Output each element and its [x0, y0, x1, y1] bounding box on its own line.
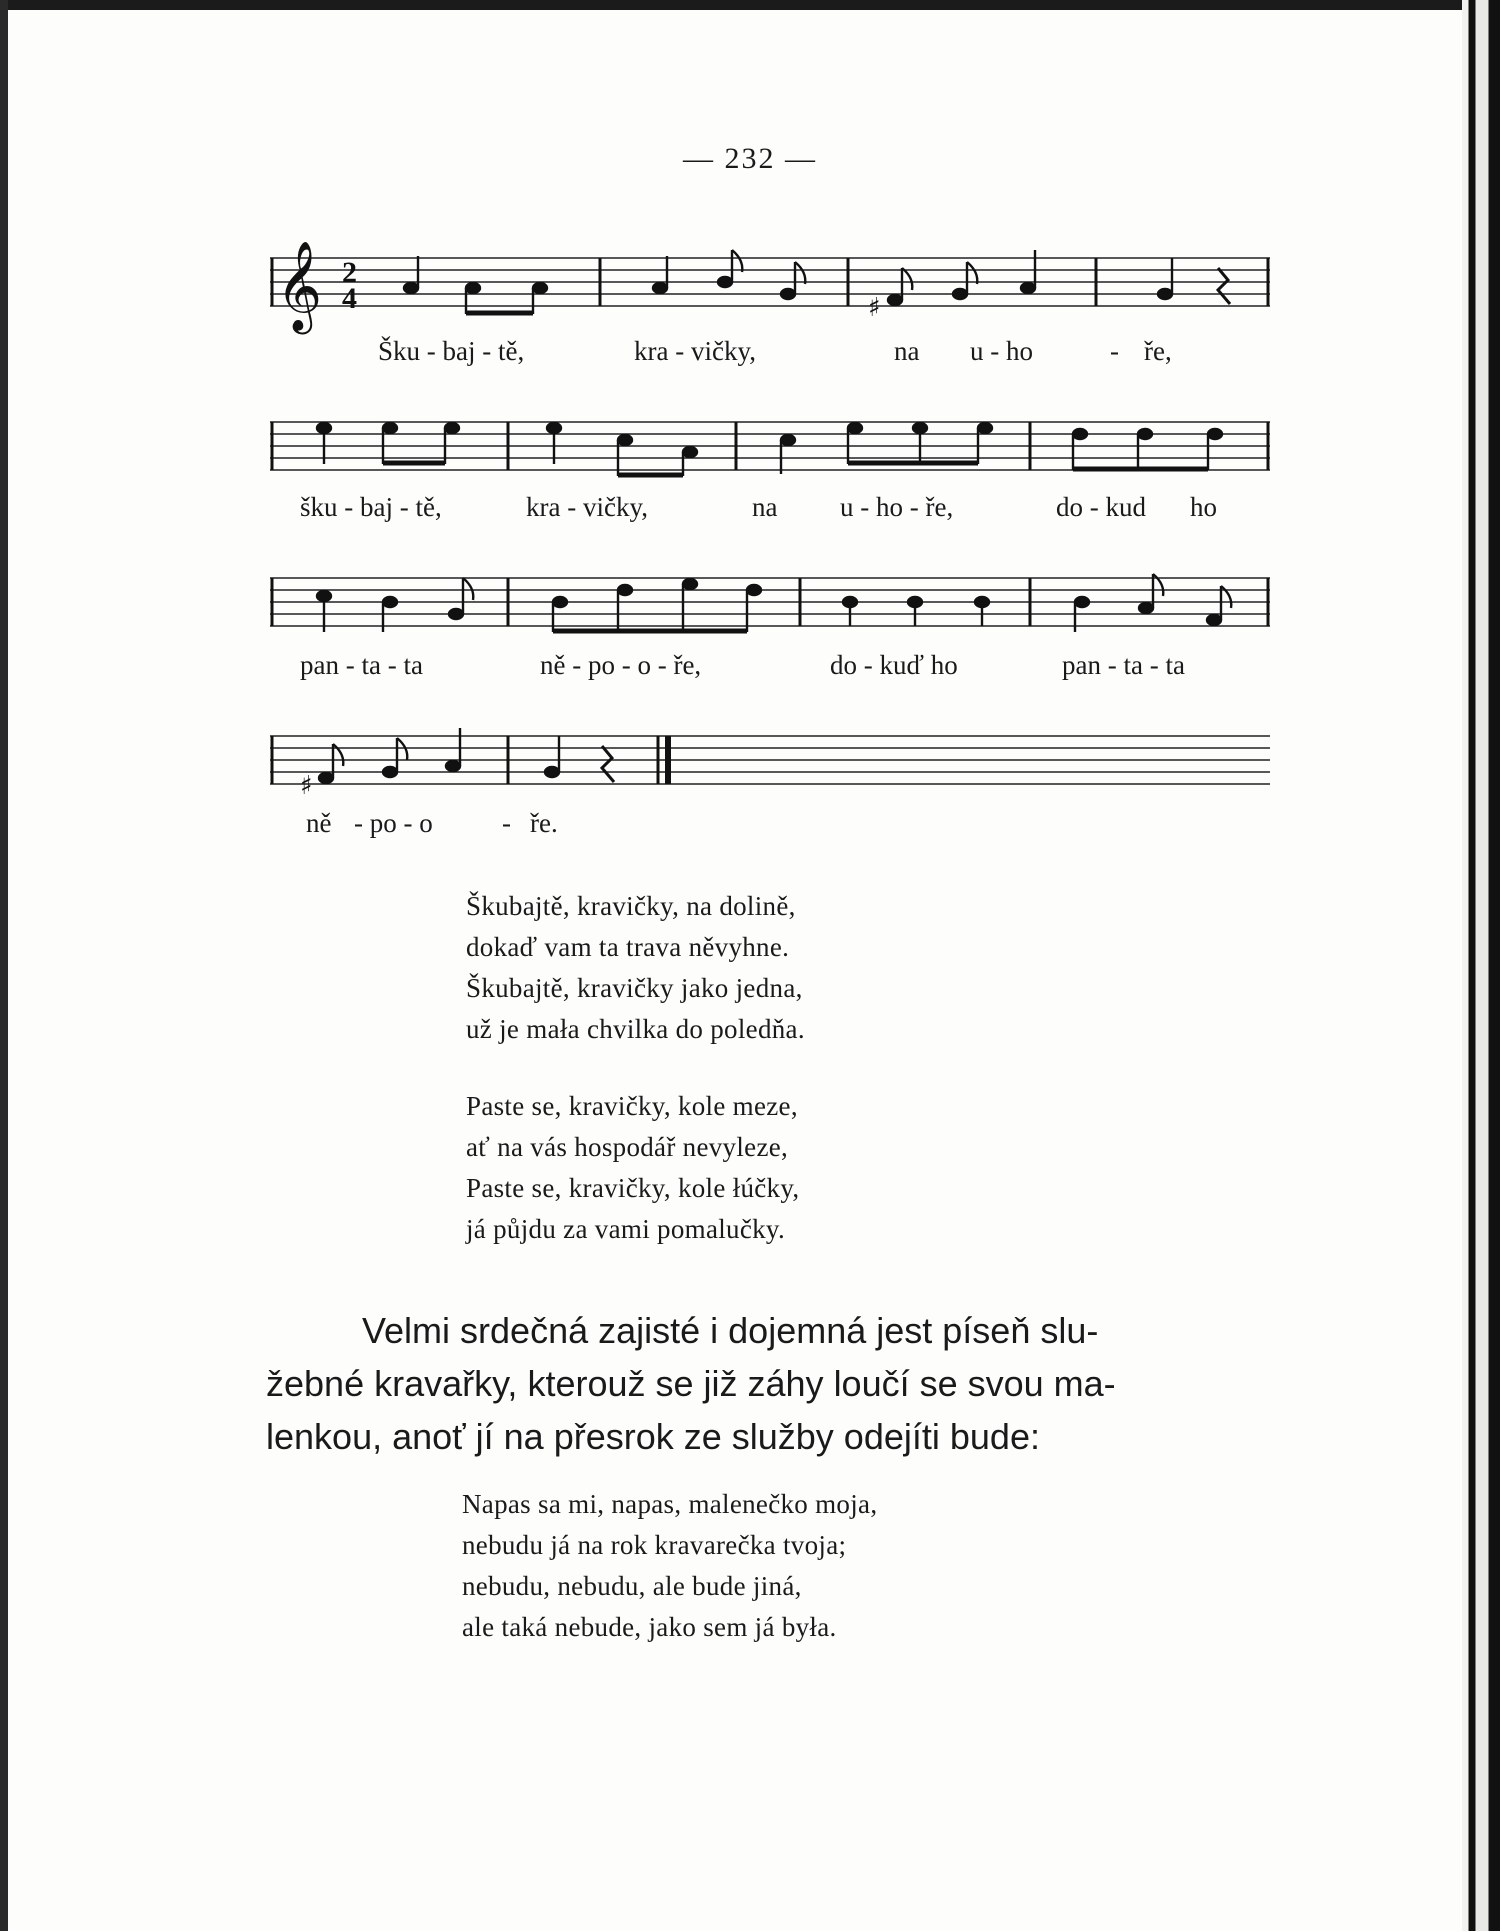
music-staff-system-1 [270, 241, 1270, 331]
stanza-3 [462, 1484, 877, 1648]
stanza-1 [466, 886, 805, 1050]
lyric-4-4: ře. [530, 808, 558, 838]
prose-line: žebné kravařky, kterouž se již záhy loučí se svou ma- [266, 1363, 1116, 1404]
lyric-1-1: Šku - baj - tě, [378, 336, 525, 366]
staff-lines [270, 258, 1270, 306]
time-signature [342, 256, 357, 315]
page-edge-top [0, 0, 1500, 10]
music-staff-3-svg [270, 570, 1270, 634]
lyric-2-2: kra - vičky, [526, 492, 648, 522]
prose-line: Velmi srdečná zajisté i dojemná jest píseň slu- [362, 1310, 1099, 1351]
lyric-2-4: u - ho - ře, [840, 492, 954, 522]
stanza-line: ať na vás hospodář nevyleze, [466, 1132, 789, 1162]
music-staff-4-svg [270, 728, 1270, 801]
lyric-3-2: ně - po - o - ře, [540, 650, 702, 680]
music-staff-system-3 [270, 570, 1270, 634]
stanza-line: já půjdu za vami pomalučky. [466, 1214, 786, 1244]
prose-line: lenkou, anoť jí na přesrok ze služby odejíti bude: [266, 1416, 1040, 1457]
stanza-2 [466, 1086, 799, 1250]
page-number: — 232 — [683, 142, 817, 175]
staff-lines [270, 578, 1270, 626]
treble-clef-icon [276, 241, 322, 335]
time-signature-top: 2 [342, 256, 357, 289]
notes [317, 423, 1222, 476]
lyric-2-1: šku - baj - tě, [300, 492, 442, 522]
music-staff-2-svg [270, 414, 1270, 478]
lyric-4-2: - po - o [354, 808, 433, 838]
time-signature-bottom: 4 [342, 282, 357, 315]
lyric-1-2: kra - vičky, [634, 336, 756, 366]
stanza-line: nebudu já na rok kravarečka tvoja; [462, 1530, 847, 1560]
svg-text:♯: ♯ [868, 293, 881, 323]
svg-text:♯: ♯ [300, 771, 313, 801]
lyric-1-5: - [1110, 336, 1119, 366]
stanza-line: už je mała chvilka do poledňa. [466, 1014, 805, 1044]
stanza-line: Škubajtě, kravičky, na dolině, [466, 891, 796, 921]
stanza-line: Napas sa mi, napas, malenečko moja, [462, 1489, 878, 1519]
notes [300, 728, 614, 801]
stanza-line: Škubajtě, kravičky jako jedna, [466, 973, 803, 1003]
staff-lines [270, 736, 1270, 784]
svg-text:𝄞: 𝄞 [276, 241, 323, 331]
notes [317, 574, 1231, 632]
music-staff-system-4 [270, 728, 1270, 801]
page-edge-left [0, 0, 8, 1931]
stanza-line: dokaď vam ta trava něvyhne. [466, 932, 790, 962]
stanza-line: nebudu, nebudu, ale bude jiná, [462, 1571, 802, 1601]
music-staff-system-2 [270, 414, 1270, 478]
stanza-line: ale taká nebude, jako sem já była. [462, 1612, 837, 1642]
music-staff-1-svg [270, 241, 1270, 331]
lyric-4-1: ně [306, 808, 332, 838]
lyric-3-3: do - kuď ho [830, 650, 958, 680]
lyric-3-4: pan - ta - ta [1062, 650, 1185, 680]
notes [404, 250, 1230, 323]
lyric-1-6: ře, [1144, 336, 1172, 366]
lyric-2-6: ho [1190, 492, 1217, 522]
lyric-1-3: na [894, 336, 920, 366]
lyric-4-3: - [502, 808, 511, 838]
stanza-line: Paste se, kravičky, kole meze, [466, 1091, 798, 1121]
lyric-2-5: do - kud [1056, 492, 1146, 522]
stanza-line: Paste se, kravičky, kole łúčky, [466, 1173, 800, 1203]
page-edge-right [1462, 0, 1500, 1931]
lyric-3-1: pan - ta - ta [300, 650, 423, 680]
prose-paragraph [266, 1304, 1266, 1463]
lyric-2-3: na [752, 492, 778, 522]
lyric-1-4: u - ho [970, 336, 1033, 366]
